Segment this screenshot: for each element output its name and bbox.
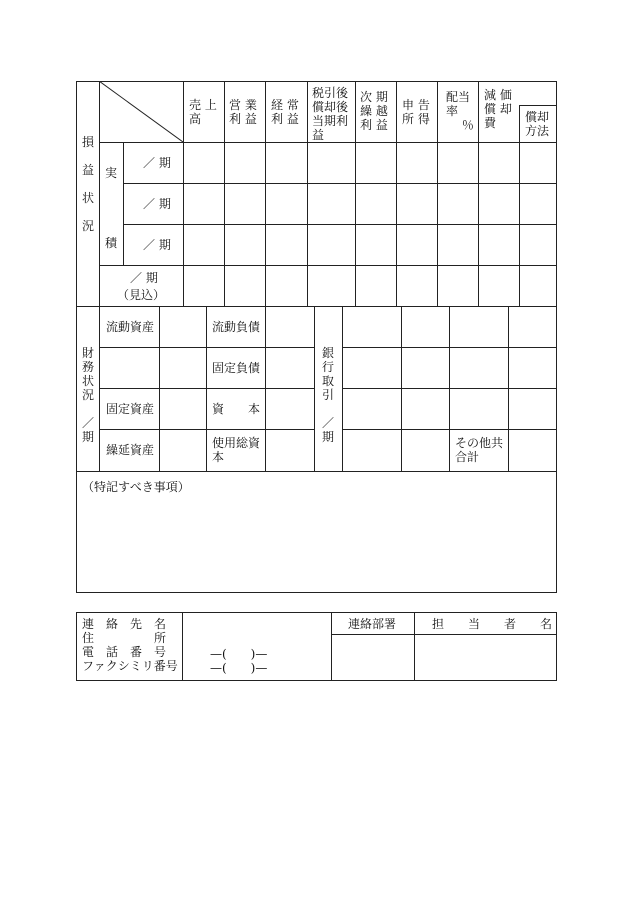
label-others-total: その他共 合計: [455, 436, 504, 464]
label-current-liabilities: 流動負債: [212, 320, 261, 334]
period-row-1: ／ 期: [143, 156, 171, 170]
header-operating-profit: 営 業 利 益: [229, 98, 257, 126]
header-dividend-rate: 配当 率 ％: [446, 90, 474, 132]
bank-col-line-2: [401, 306, 402, 471]
pl-row-line-3: [99, 265, 557, 266]
fin-col-line-4: [314, 306, 315, 471]
pl-header-bottom-line: [99, 142, 557, 143]
fin-col-line-3: [265, 306, 266, 471]
pl-side-label: 損 益 状 況: [81, 135, 94, 233]
pl-col-line-2: [224, 81, 225, 306]
header-ordinary-profit: 経 常 利 益: [271, 98, 299, 126]
bank-col-line-3: [449, 306, 450, 471]
fin-col-line-2: [206, 306, 207, 471]
header-net-profit: 税引後 償却後 当期利 益: [312, 86, 349, 142]
pl-col-line-4: [307, 81, 308, 306]
fin-col-line-1: [159, 306, 160, 471]
pl-col-line-7: [437, 81, 438, 306]
pl-diagonal-line: [99, 81, 183, 142]
person-in-charge-header: 担 当 者 名: [432, 617, 553, 631]
header-depreciation: 減 価 償 却 費: [484, 88, 512, 130]
phone-template: —( )—: [210, 647, 268, 661]
period-row-2: ／ 期: [143, 197, 171, 211]
label-current-assets: 流動資産: [106, 320, 155, 334]
bank-col-line-4: [508, 306, 509, 471]
pl-col-line-6: [396, 81, 397, 306]
label-total-capital: 使用総資 本: [212, 436, 261, 464]
forecast-period: ／ 期: [130, 271, 158, 285]
header-declared-income: 申 告 所 得: [402, 98, 430, 126]
pl-col-line-5: [355, 81, 356, 306]
fax-template: —( )—: [210, 661, 268, 675]
pl-row-line-1: [123, 183, 557, 184]
pl-section-bottom-line: [76, 306, 557, 307]
contact-col-line-2: [331, 612, 332, 681]
pl-col-line-9: [519, 105, 520, 306]
header-carryover-profit: 次 期 繰 越 利 益: [360, 90, 388, 132]
header-depreciation-method: 償却 方法: [525, 110, 550, 138]
contact-header-line: [331, 634, 557, 635]
forecast-note: （見込）: [117, 288, 166, 302]
label-fixed-assets: 固定資産: [106, 402, 155, 416]
notes-area[interactable]: [77, 496, 556, 592]
period-row-3: ／ 期: [143, 238, 171, 252]
actual-col-divider: [123, 142, 124, 265]
header-sales: 売 上 高: [189, 98, 217, 126]
method-header-line: [519, 105, 557, 106]
notes-label: （特記すべき事項）: [82, 480, 190, 494]
bank-col-line-1: [342, 306, 343, 471]
bank-transactions-label: 銀 行 取 引 ／ 期: [321, 346, 334, 444]
contact-dept-header: 連絡部署: [348, 617, 397, 631]
contact-col-line-1: [182, 612, 183, 681]
actual-results-label: 実 積: [104, 166, 117, 250]
pl-col-line-8: [478, 81, 479, 306]
fin-section-bottom-line: [76, 471, 557, 472]
pl-col-line-3: [265, 81, 266, 306]
pl-row-line-2: [123, 224, 557, 225]
contact-labels: 連 絡 先 名 住 所 電 話 番 号 ファクシミリ番号: [82, 617, 178, 673]
pl-col-line-1: [183, 81, 184, 306]
fin-side-label: 財 務 状 況 ／ 期: [81, 346, 94, 444]
contact-col-line-3: [414, 612, 415, 681]
label-fixed-liabilities: 固定負債: [212, 361, 261, 375]
label-capital: 資 本: [212, 402, 261, 416]
label-deferred-assets: 繰延資産: [106, 443, 155, 457]
